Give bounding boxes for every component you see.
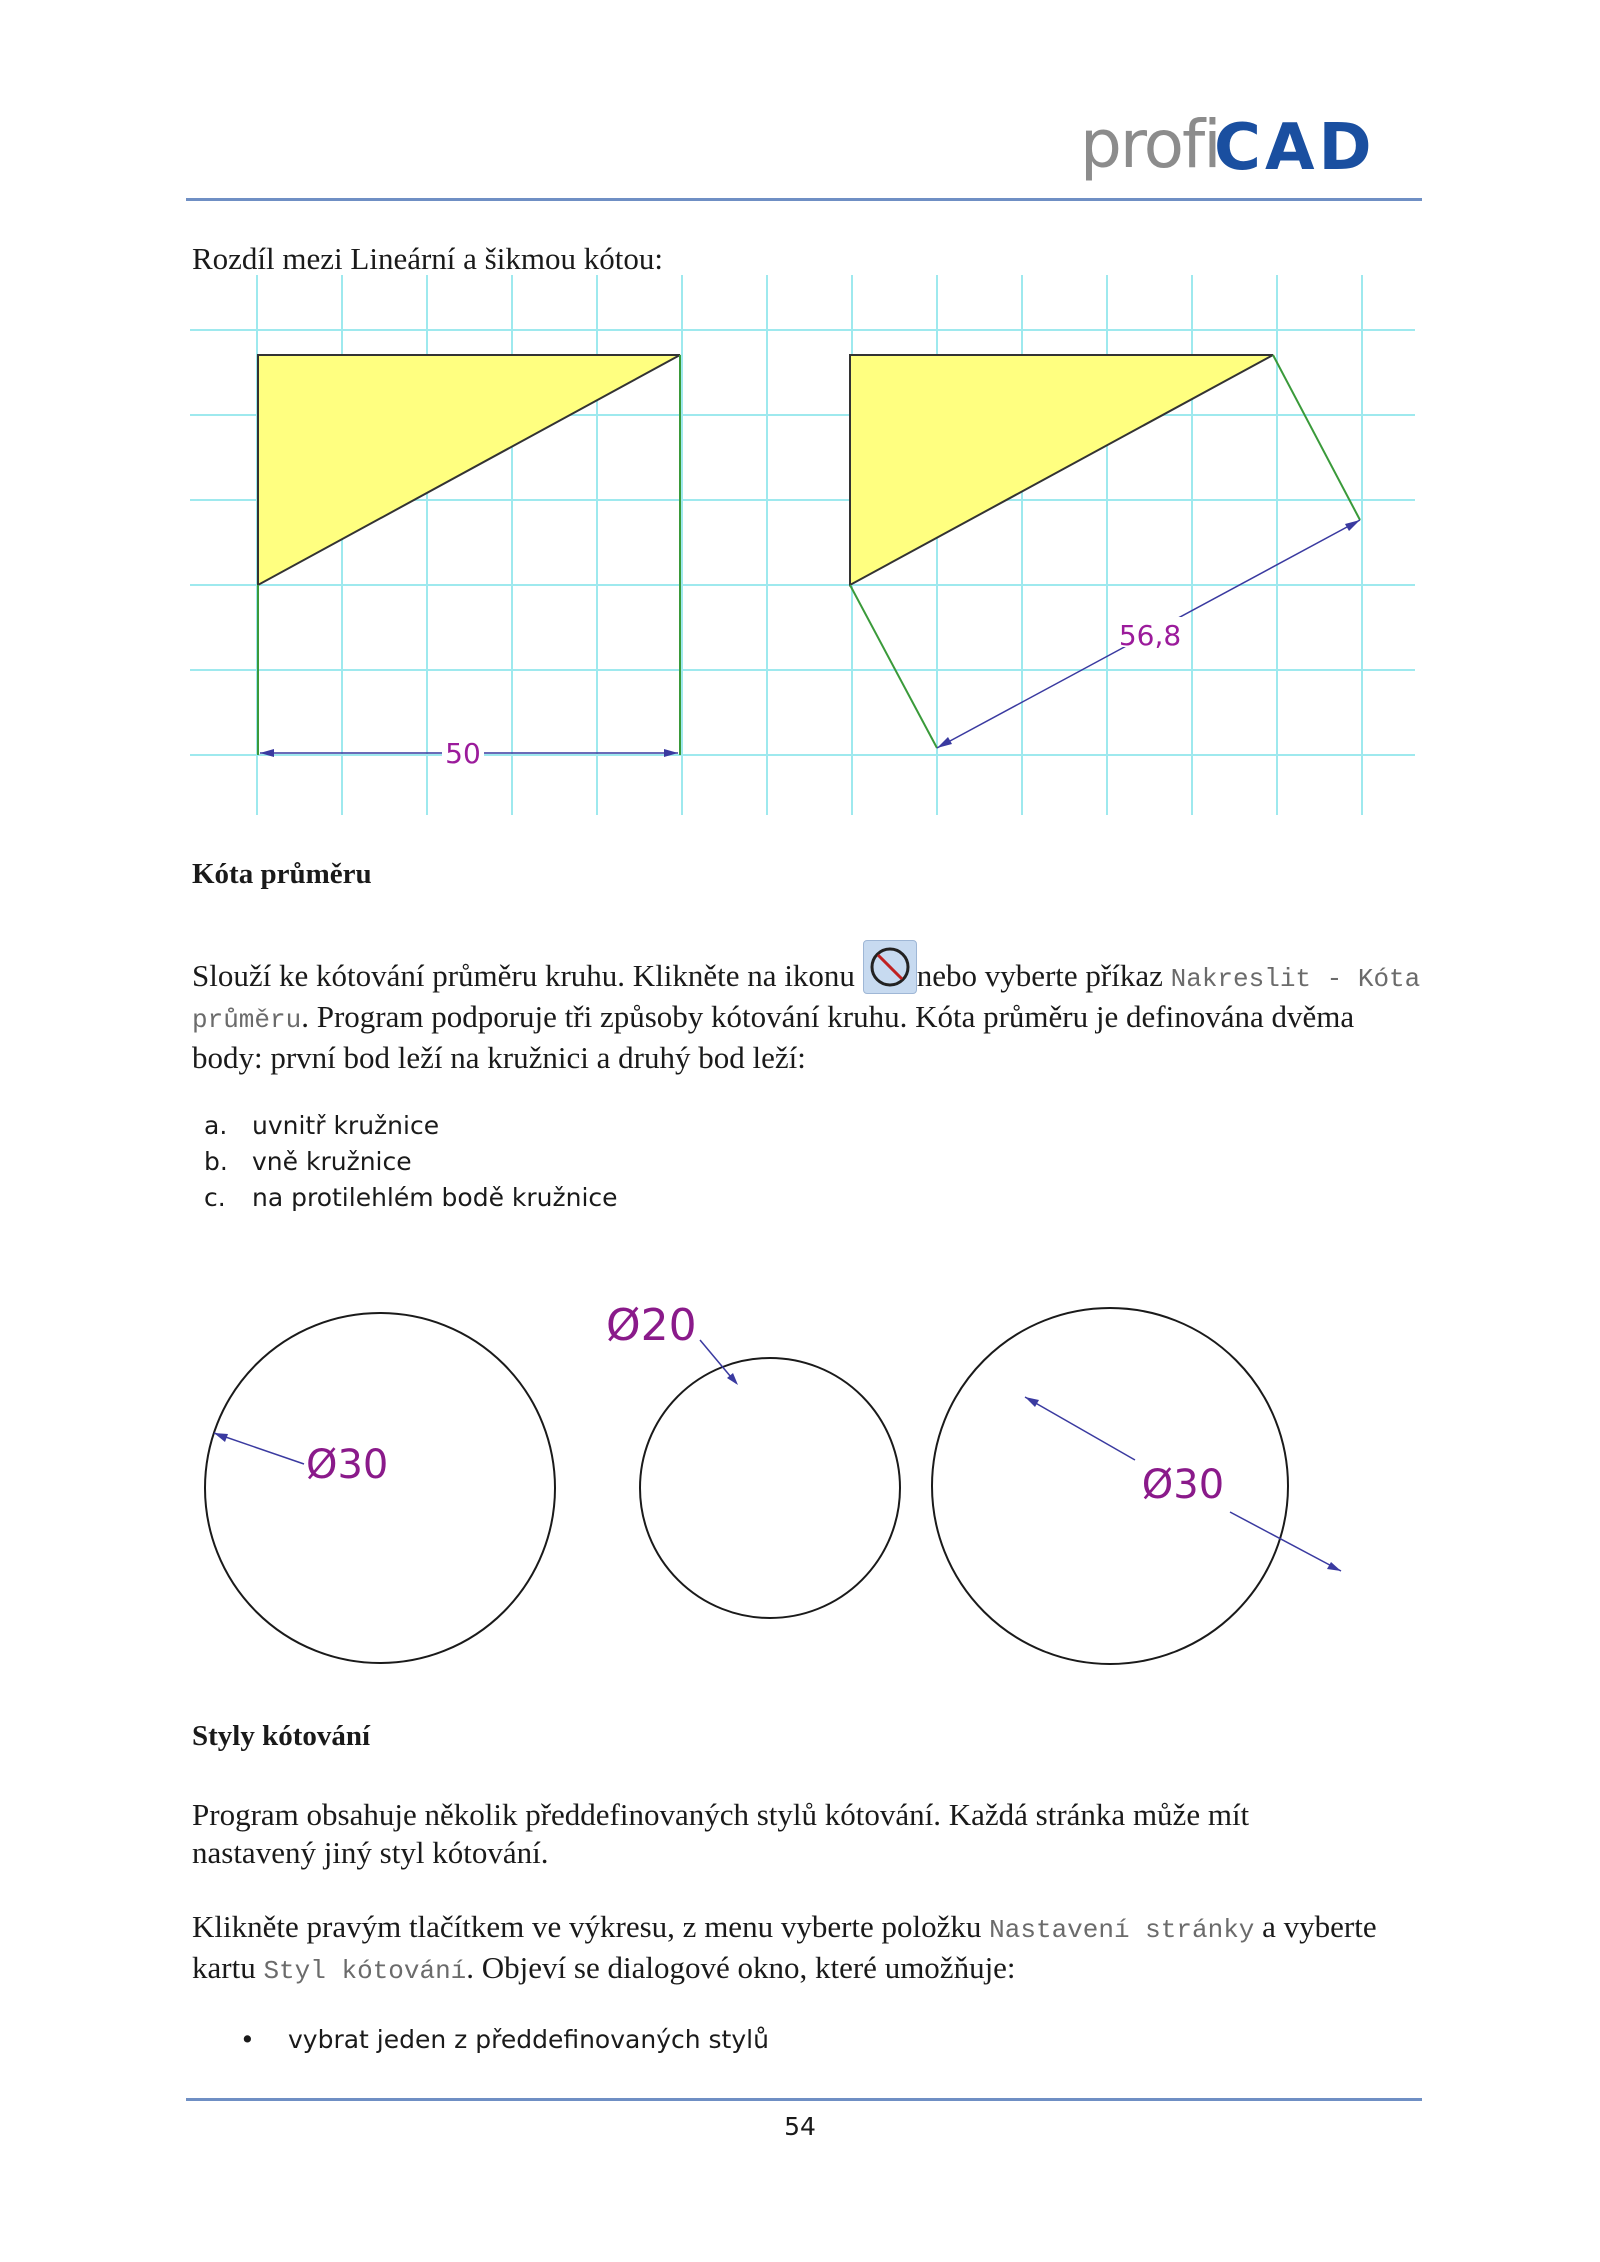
- extension-line-right-b: [1273, 355, 1360, 520]
- styles-paragraph-1: Program obsahuje několik předdefinovaných stylů kótování. Každá stránka může mít nastavený jiný styl kótování.: [192, 1797, 1250, 1870]
- styles-text-b: a vyberte kartu: [192, 1909, 1377, 1985]
- example-label-2: Ø20: [606, 1300, 697, 1351]
- command-styl-kotovani: Styl kótování: [263, 1956, 467, 1986]
- logo-text-cad: CAD: [1214, 113, 1376, 177]
- example-circle-opposite: [932, 1308, 1288, 1664]
- styles-text-c: . Objeví se dialogové okno, které umožňuje:: [466, 1950, 1016, 1985]
- styles-paragraph-2: [192, 1908, 1422, 1990]
- list-item-label: b.: [204, 1147, 228, 1176]
- styles-bullet-list: [240, 2022, 1140, 2062]
- list-item-text: vybrat jeden z předdefinovaných stylů: [288, 2025, 769, 2054]
- footer-rule: [186, 2098, 1422, 2101]
- styles-text-a: Klikněte pravým tlačítkem ve výkresu, z menu vyberte položku: [192, 1909, 990, 1944]
- diameter-examples-figure: [190, 1290, 1370, 1690]
- list-item-text: uvnitř kružnice: [252, 1111, 440, 1140]
- diameter-dimension-icon[interactable]: [863, 940, 917, 994]
- diameter-circle-icon: [864, 941, 916, 993]
- list-item-text: vně kružnice: [252, 1147, 412, 1176]
- triangle-left: [258, 355, 680, 585]
- arrow-head-upper-icon: [1345, 520, 1360, 531]
- diameter-paragraph: [192, 940, 1422, 1077]
- diameter-arrow-b-icon: [1327, 1562, 1341, 1571]
- list-item-label: c.: [204, 1183, 226, 1212]
- header-rule: [186, 198, 1422, 201]
- figure-caption: Rozdíl mezi Lineární a šikmou kótou:: [192, 241, 663, 276]
- proficad-logo: [1080, 105, 1410, 195]
- extension-line-right-a: [850, 585, 937, 748]
- section-heading-styles: Styly kótování: [192, 1720, 371, 1752]
- leader-line-1: [214, 1433, 304, 1464]
- diameter-options-list: [204, 1108, 904, 1228]
- example-label-1: Ø30: [306, 1442, 389, 1488]
- list-item-text: na protilehlém bodě kružnice: [252, 1183, 618, 1212]
- linear-dimension-label: 50: [445, 737, 481, 770]
- diameter-text-2: nebo vyberte příkaz: [916, 958, 1171, 993]
- command-nakreslit-kota-prumeru: Nakreslit - Kóta průměru: [192, 964, 1421, 1035]
- logo-cad-mark: [1212, 113, 1412, 177]
- page-number: 54: [784, 2112, 816, 2141]
- section-heading-diameter: Kóta průměru: [192, 858, 372, 890]
- command-nastaveni-stranky: Nastavení stránky: [989, 1915, 1255, 1945]
- diameter-text-1: Slouží ke kótování průměru kruhu. Klikněte na ikonu: [192, 958, 863, 993]
- logo-text-profi: profi: [1080, 106, 1220, 183]
- arrow-head-lower-icon: [937, 737, 952, 748]
- example-label-3: Ø30: [1141, 1462, 1225, 1508]
- list-item-label: a.: [204, 1111, 228, 1140]
- example-circle-outside: [640, 1358, 900, 1618]
- leader-arrow-1-icon: [214, 1433, 228, 1442]
- diameter-text-3: . Program podporuje tři způsoby kótování kruhu. Kóta průměru je definována dvěma body: první bod leží na kružnici a druhý bod leží:: [192, 999, 1355, 1075]
- diameter-line-part-1: [1025, 1397, 1135, 1460]
- triangle-right: [850, 355, 1273, 585]
- oblique-dimension-label: 56,8: [1118, 619, 1182, 652]
- diameter-arrow-a-icon: [1025, 1397, 1039, 1407]
- example-circle-inside: [205, 1313, 555, 1663]
- bullet-icon: •: [240, 2025, 255, 2054]
- dimension-comparison-figure: [190, 275, 1415, 815]
